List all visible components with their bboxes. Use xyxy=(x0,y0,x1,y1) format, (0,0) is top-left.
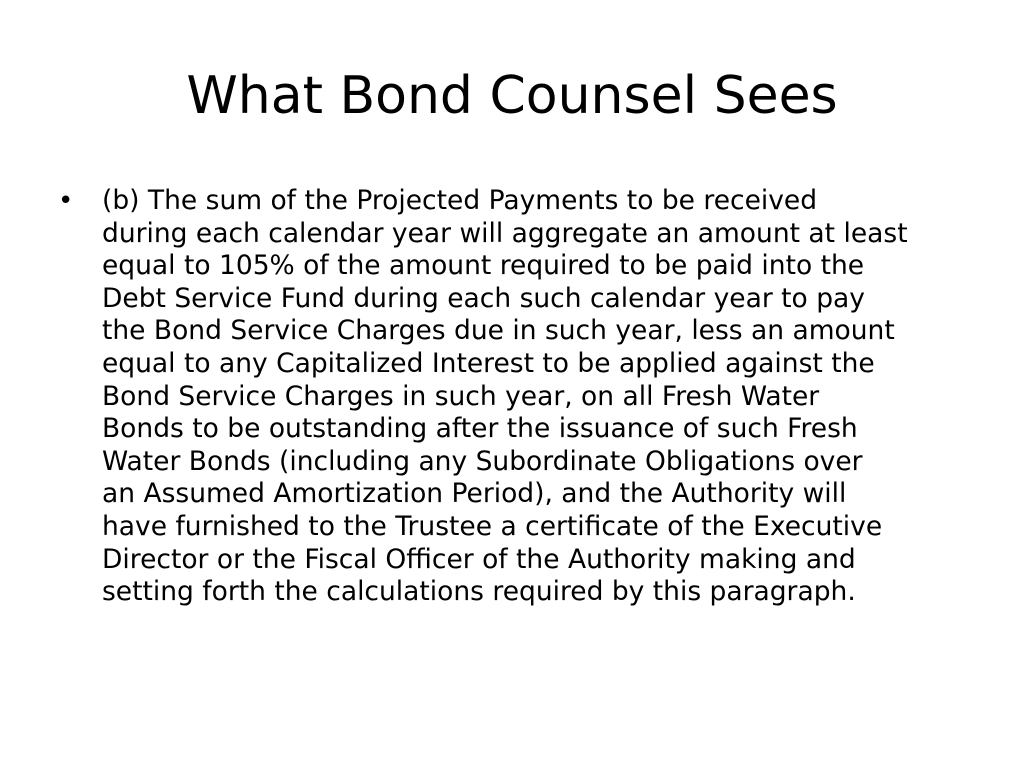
bullet-item xyxy=(58,185,968,609)
bullet-list xyxy=(58,185,968,609)
bullet-text-line: Bonds to be outstanding after the issuance of such Fresh xyxy=(102,413,858,445)
bullet-text-line: Director or the Fiscal Officer of the Authority making and xyxy=(102,543,856,575)
bullet-text-line: an Assumed Amortization Period), and the Authority will xyxy=(102,478,847,510)
bullet-text-line: Debt Service Fund during each such calendar year to pay xyxy=(102,282,865,314)
bullet-text-line: setting forth the calculations required by this paragraph. xyxy=(102,576,856,608)
slide-title: What Bond Counsel Sees xyxy=(186,66,838,126)
bullet-text-line: (b) The sum of the Projected Payments to be received xyxy=(102,185,818,216)
bullet-text-line: Water Bonds (including any Subordinate Obligations over xyxy=(102,445,863,477)
bullet-text-line: equal to any Capitalized Interest to be applied against the xyxy=(102,347,875,379)
bullet-text xyxy=(102,185,968,609)
bullet-text-line: have furnished to the Trustee a certificate of the Executive xyxy=(102,510,883,542)
bullet-text-line: during each calendar year will aggregate an amount at least xyxy=(102,217,908,249)
bullet-text-line: the Bond Service Charges due in such year, less an amount xyxy=(102,315,895,347)
bullet-text-line: Bond Service Charges in such year, on all Fresh Water xyxy=(102,380,820,412)
bullet-text-line: equal to 105% of the amount required to be paid into the xyxy=(102,250,865,282)
bullet-dot-icon: • xyxy=(58,186,74,216)
